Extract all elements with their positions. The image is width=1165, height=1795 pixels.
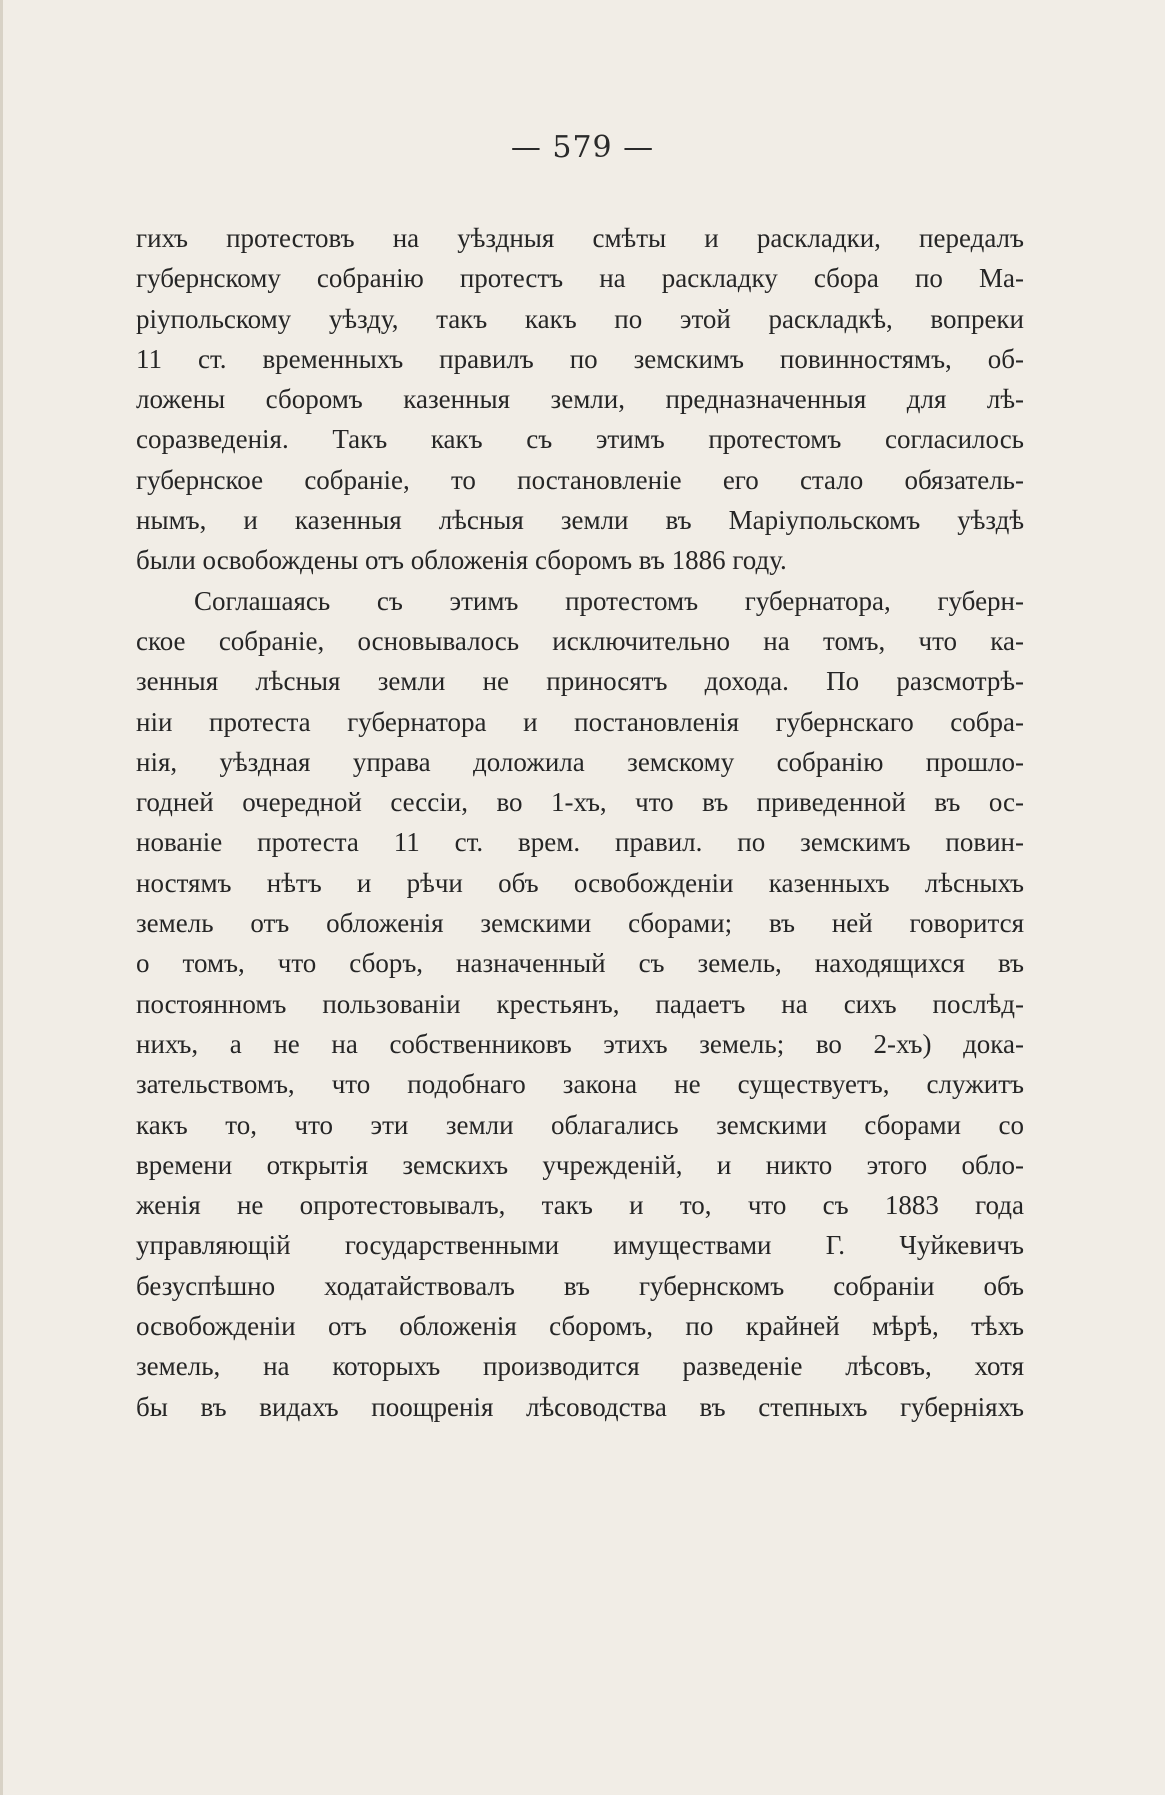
text-line: ложены сборомъ казенныя земли, предназначенныя для лѣ- — [136, 384, 1024, 415]
text-line: управляющій государственными имуществами Г. Чуйкевичъ — [136, 1230, 1024, 1261]
text-line: земель отъ обложенія земскими сборами; въ ней говорится — [136, 908, 1024, 939]
text-line: бы въ видахъ поощренія лѣсоводства въ степныхъ губерніяхъ — [136, 1391, 1024, 1422]
text-line: безуспѣшно ходатайствовалъ въ губернскомъ собраніи объ — [136, 1270, 1024, 1301]
body-text — [136, 218, 1024, 1427]
text-line: постоянномъ пользованіи крестьянъ, падаетъ на сихъ послѣд- — [136, 988, 1024, 1019]
text-line: зенныя лѣсныя земли не приносятъ дохода. По разсмотрѣ- — [136, 666, 1024, 697]
text-line: Соглашаясь съ этимъ протестомъ губернатора, губерн- — [194, 585, 1024, 616]
text-line: ніи протеста губернатора и постановленія губернскаго собра- — [136, 706, 1024, 737]
text-line: о томъ, что сборъ, назначенный съ земель, находящихся въ — [136, 948, 1024, 979]
text-line: ностямъ нѣтъ и рѣчи объ освобожденіи казенныхъ лѣсныхъ — [136, 867, 1024, 898]
page-number: — 579 — — [510, 130, 655, 165]
text-line: женія не опротестовывалъ, такъ и то, что съ 1883 года — [136, 1190, 1024, 1221]
text-line: нія, уѣздная управа доложила земскому собранію прошло- — [136, 746, 1024, 777]
text-line: гихъ протестовъ на уѣздныя смѣты и раскладки, передалъ — [136, 223, 1024, 253]
text-line: нымъ, и казенныя лѣсныя земли въ Маріупольскомъ уѣздѣ — [136, 505, 1024, 536]
text-line: времени открытія земскихъ учрежденій, и никто этого обло- — [136, 1149, 1024, 1180]
text-line: ріупольскому уѣзду, такъ какъ по этой раскладкѣ, вопреки — [136, 303, 1024, 334]
text-line: губернскому собранію протестъ на раскладку сбора по Ма- — [136, 263, 1024, 294]
text-line: нихъ, а не на собственниковъ этихъ земель; во 2-хъ) дока- — [136, 1028, 1024, 1059]
text-line: нованіе протеста 11 ст. врем. правил. по земскимъ повин- — [136, 827, 1024, 858]
text-line: какъ то, что эти земли облагались земскими сборами со — [136, 1109, 1024, 1140]
page-edge — [0, 0, 3, 1795]
text-line: были освобождены отъ обложенія сборомъ въ 1886 году. — [136, 545, 787, 576]
text-line: 11 ст. временныхъ правилъ по земскимъ повинностямъ, об- — [136, 343, 1024, 374]
text-line: зательствомъ, что подобнаго закона не существуетъ, служитъ — [136, 1069, 1024, 1100]
text-line: годней очередной сессіи, во 1-хъ, что въ приведенной въ ос- — [136, 787, 1024, 818]
text-line: губернское собраніе, то постановленіе его стало обязатель- — [136, 464, 1024, 495]
text-line: соразведенія. Такъ какъ съ этимъ протестомъ согласилось — [136, 424, 1024, 455]
text-line: ское собраніе, основывалось исключительно на томъ, что ка- — [136, 625, 1024, 656]
text-line: освобожденіи отъ обложенія сборомъ, по крайней мѣрѣ, тѣхъ — [136, 1311, 1024, 1342]
text-line: земель, на которыхъ производится разведеніе лѣсовъ, хотя — [136, 1351, 1024, 1382]
